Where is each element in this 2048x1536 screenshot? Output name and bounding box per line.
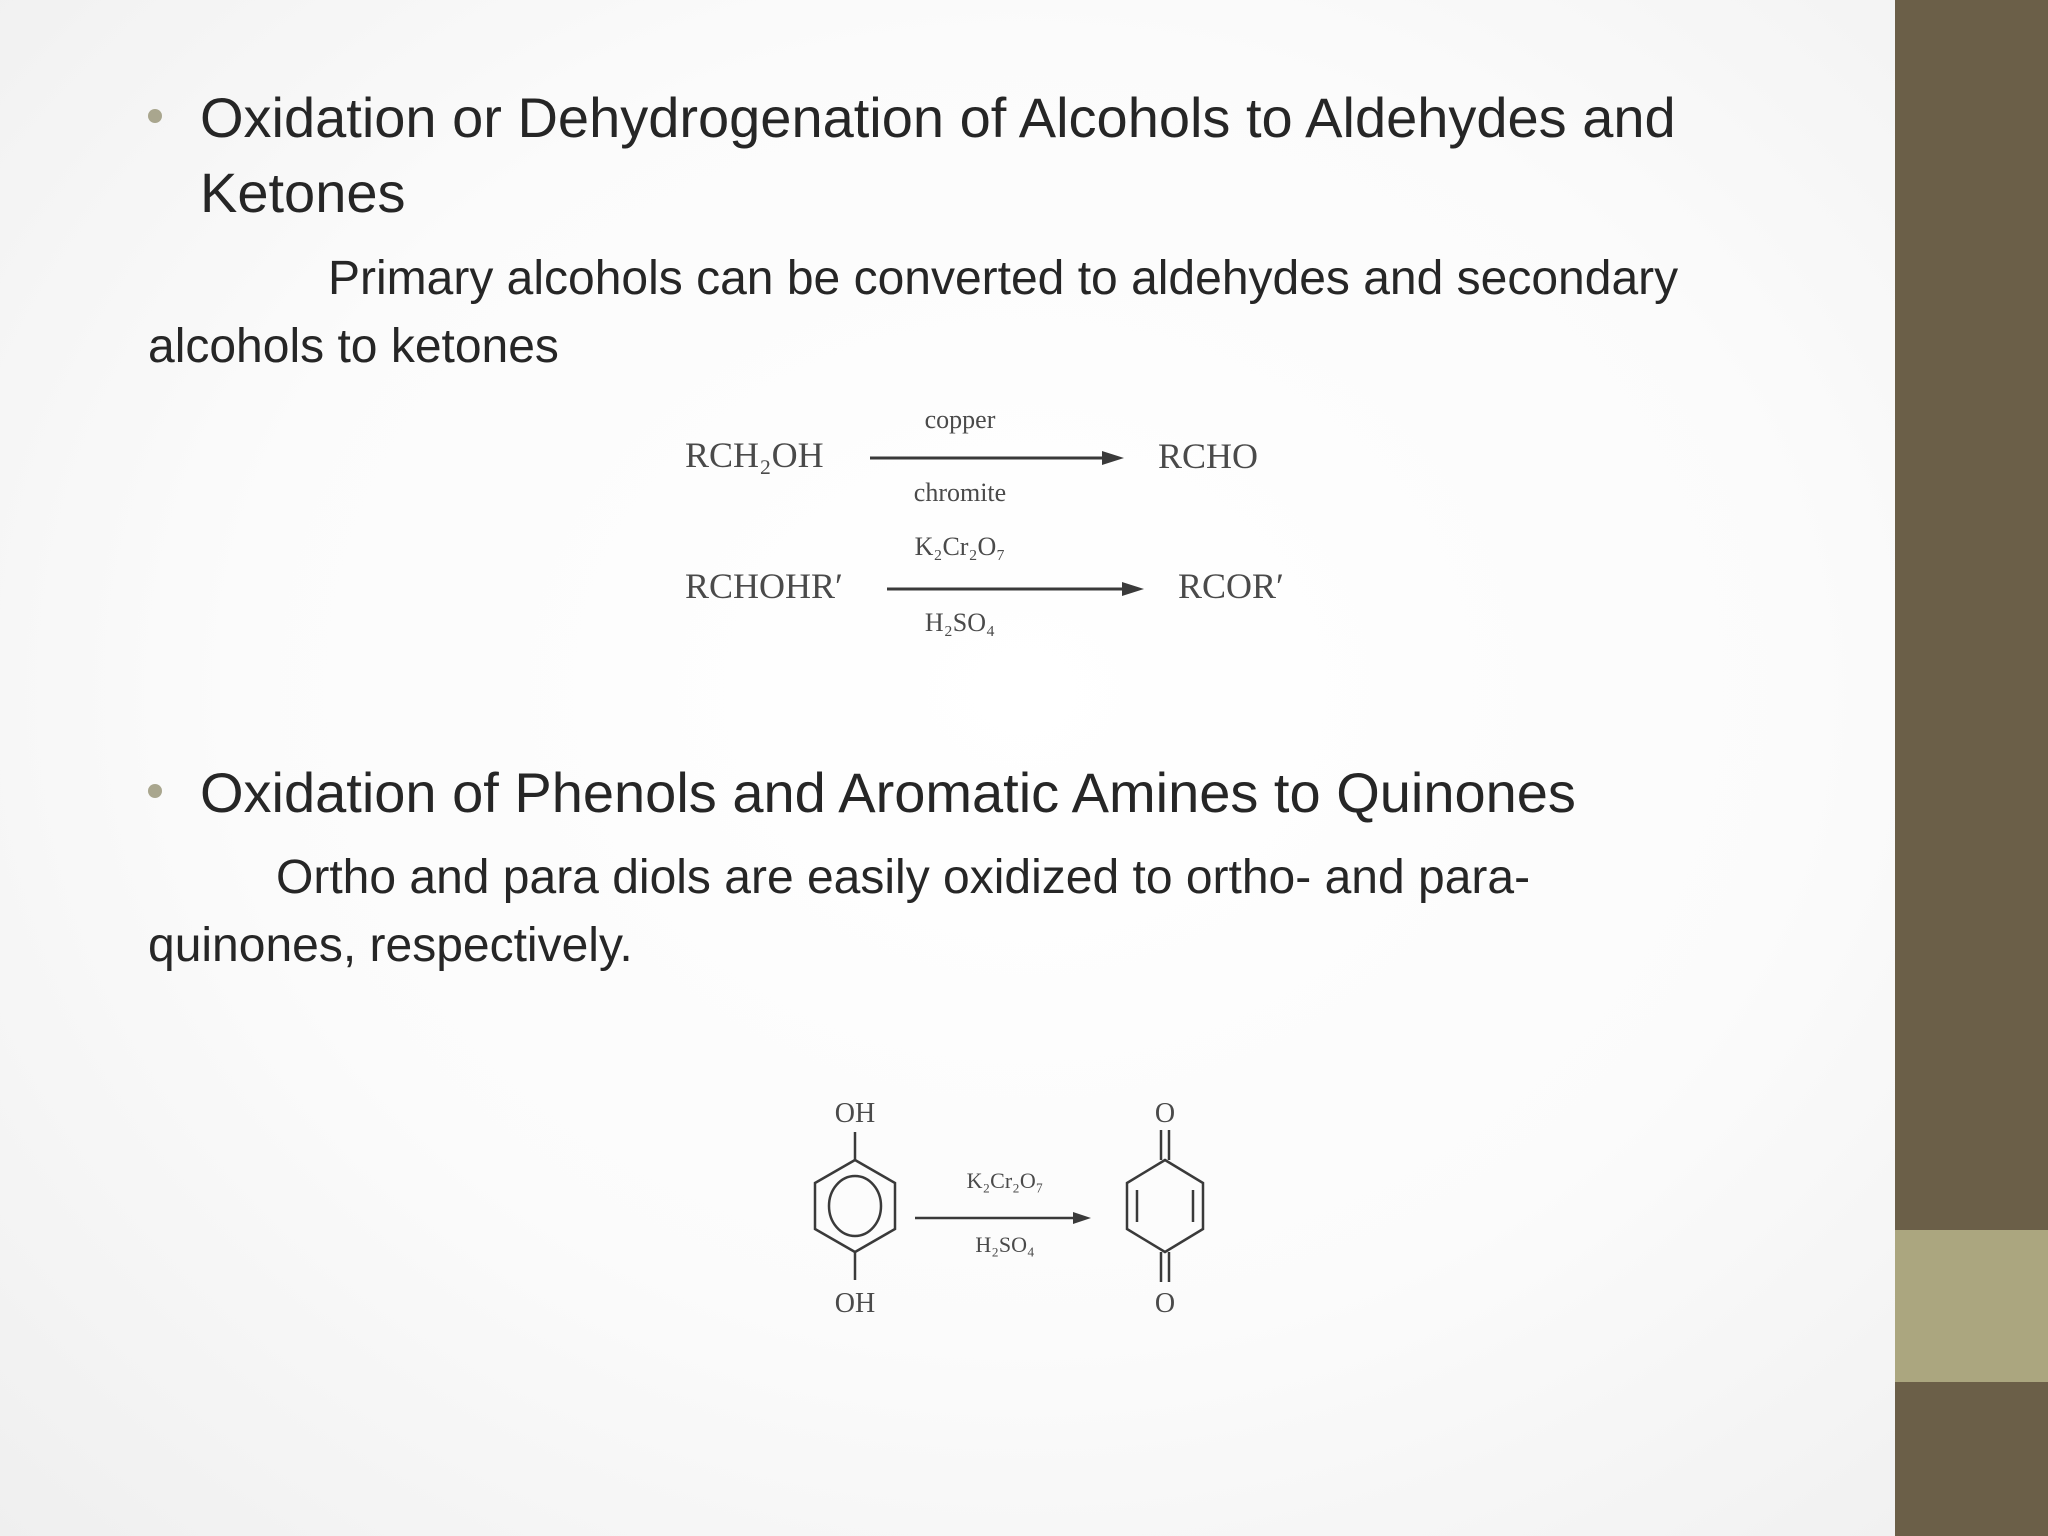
reaction2-reagent-top: K₂Cr₂O₇ [914, 532, 1006, 561]
aromatic-circle-icon [829, 1176, 881, 1236]
reaction3-arrowhead-icon [1073, 1212, 1091, 1224]
reaction1-reagent-bottom: chromite [913, 478, 1007, 507]
reaction2-reagent-bottom: H₂SO₄ [924, 608, 996, 637]
reaction2-product: RCOR′ [1178, 566, 1284, 606]
reaction1-arrowhead-icon [1102, 451, 1124, 465]
reaction1-reactant: RCH₂OH [685, 435, 824, 475]
section1-body-line1: Primary alcohols can be converted to aldehydes and secondary [328, 252, 1679, 305]
product-bottom-o: O [1154, 1288, 1176, 1319]
reactant-bottom-oh: OH [834, 1288, 876, 1319]
quinone-ring-icon [1127, 1160, 1203, 1252]
section1-body [148, 245, 1848, 381]
bullet-icon [148, 784, 162, 798]
section1-heading-line1: Oxidation or Dehydrogenation of Alcohols to Aldehydes and [200, 86, 1676, 149]
reaction3-reagent-bottom: H₂SO₄ [975, 1232, 1035, 1257]
product-top-o: O [1154, 1098, 1176, 1129]
section1-body-line2: alcohols to ketones [148, 320, 559, 373]
reaction2-arrowhead-icon [1122, 582, 1144, 596]
section2-body-line1: Ortho and para diols are easily oxidized to ortho- and para- [276, 851, 1531, 904]
reaction1-reagent-top: copper [924, 405, 996, 434]
reaction3-reagent-top: K₂Cr₂O₇ [966, 1168, 1044, 1193]
hydroquinone-oxidation-scheme [780, 1090, 1240, 1350]
reactant-top-oh: OH [834, 1098, 876, 1129]
section2-heading: Oxidation of Phenols and Aromatic Amines to Quinones [200, 761, 1576, 824]
section1-heading-line2: Ketones [200, 161, 406, 224]
section1-heading [200, 80, 1800, 230]
benzene-ring-icon [815, 1160, 895, 1252]
right-accent-block [1895, 1230, 2048, 1382]
reaction2-reactant: RCHOHR′ [685, 566, 843, 606]
bullet-icon [148, 109, 162, 123]
section2-body [148, 844, 1848, 980]
alcohol-oxidation-scheme [660, 395, 1340, 655]
section2-body-line2: quinones, respectively. [148, 919, 633, 972]
reaction1-product: RCHO [1158, 436, 1259, 476]
